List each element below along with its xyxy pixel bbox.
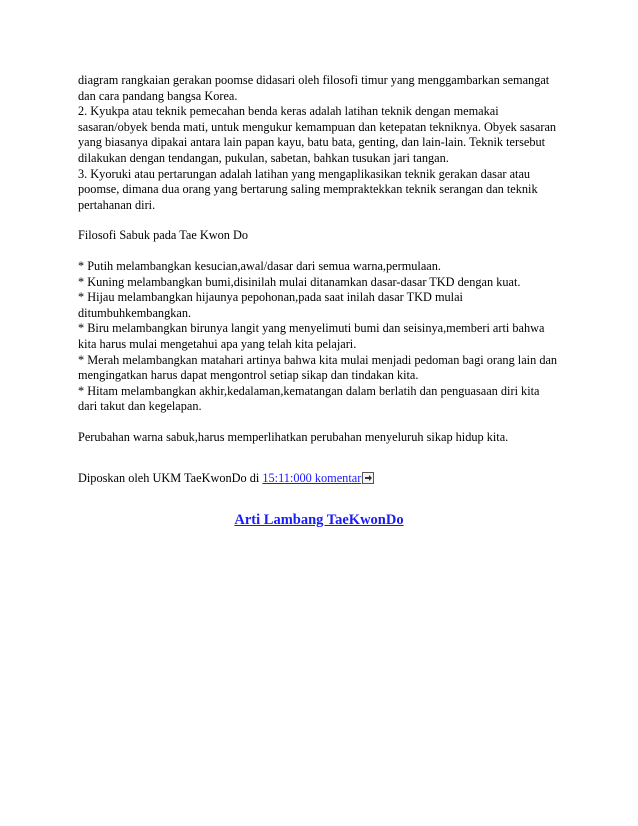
posted-by-text: Diposkan oleh UKM TaeKwonDo di: [78, 471, 263, 486]
belt-item: dari takut dan kegelapan.: [78, 399, 202, 414]
belt-item: * Biru melambangkan birunya langit yang menyelimuti bumi dan seisinya,memberi arti bahwa: [78, 321, 545, 336]
belt-item: * Kuning melambangkan bumi,disinilah mulai ditanamkan dasar-dasar TKD dengan kuat.: [78, 274, 521, 289]
email-post-icon[interactable]: [362, 472, 374, 484]
post-footer: [78, 471, 570, 487]
spacer: [78, 213, 570, 228]
next-post-title-link[interactable]: Arti Lambang TaeKwonDo: [234, 512, 404, 528]
text-line: pertahanan diri.: [78, 197, 156, 212]
spacer: [78, 415, 570, 430]
closing-paragraph: Perubahan warna sabuk,harus memperlihatkan perubahan menyeluruh sikap hidup kita.: [78, 429, 509, 444]
text-line: 2. Kyukpa atau teknik pemecahan benda keras adalah latihan teknik dengan memakai: [78, 104, 499, 119]
text-line: dilakukan dengan tendangan, pukulan, sabetan, bahkan tusukan jari tangan.: [78, 150, 449, 165]
belt-item: * Hitam melambangkan akhir,kedalaman,kematangan dalam berlatih dan penguasaan diri kita: [78, 383, 540, 398]
belt-item: * Merah melambangkan matahari artinya bahwa kita mulai menjadi pedoman bagi orang lain dan: [78, 352, 558, 367]
spacer: [78, 445, 570, 471]
section-heading: Filosofi Sabuk pada Tae Kwon Do: [78, 228, 249, 243]
belt-item: ditumbuhkembangkan.: [78, 305, 192, 320]
belt-item: * Putih melambangkan kesucian,awal/dasar dari semua warna,permulaan.: [78, 258, 441, 273]
spacer: [78, 244, 570, 259]
text-line: 3. Kyoruki atau pertarungan adalah latihan yang mengaplikasikan teknik gerakan dasar atau: [78, 166, 531, 181]
text-line: poomse, dimana dua orang yang bertarung saling mempraktekkan teknik serangan dan teknik: [78, 182, 538, 197]
text-line: yang biasanya dipakai antara lain papan kayu, batu bata, genting, dan lain-lain. Teknik tersebut: [78, 135, 546, 150]
post-time-comments-link[interactable]: 15:11:000 komentar: [262, 471, 362, 486]
text-line: dan cara pandang bangsa Korea.: [78, 88, 238, 103]
belt-item: * Hijau melambangkan hijaunya pepohonan,pada saat inilah dasar TKD mulai: [78, 290, 463, 305]
paragraph-techniques: [78, 73, 570, 213]
belt-item: kita harus mulai mengetahui apa yang telah kita pelajari.: [78, 336, 357, 351]
text-line: sasaran/obyek benda mati, untuk mengukur kemampuan dan ketepatan tekniknya. Obyek sasaran: [78, 119, 557, 134]
belt-item: mengingatkan harus dapat mengontrol setiap sikap dan tindakan kita.: [78, 368, 419, 383]
post-body: [78, 73, 570, 487]
next-post-title: [0, 512, 638, 529]
belt-list: [78, 259, 570, 415]
text-line: diagram rangkaian gerakan poomse didasari oleh filosofi timur yang menggambarkan semangat: [78, 73, 550, 87]
